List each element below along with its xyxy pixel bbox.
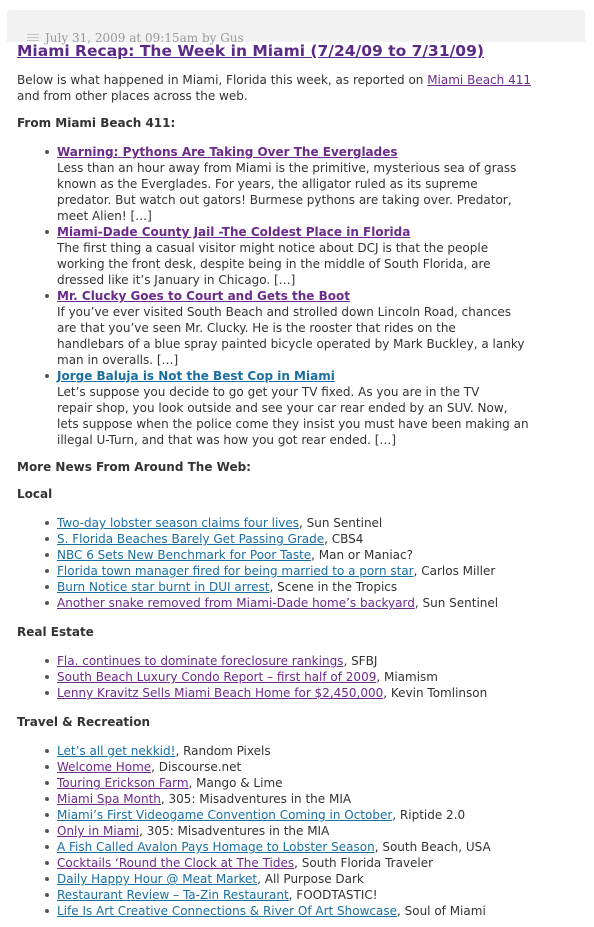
local-news-list <box>17 515 583 611</box>
featured-item <box>17 224 583 288</box>
post-content <box>17 72 583 919</box>
travel-heading: Travel & Recreation <box>17 715 151 729</box>
featured-excerpt-line: known as the Everglades. For years, the alligator ruled as its supreme <box>57 177 478 191</box>
more-news-heading: More News From Around The Web: <box>17 460 251 474</box>
featured-list <box>17 144 583 448</box>
news-item <box>17 515 583 531</box>
featured-excerpt-line: dressed like it’s January in Chicago. […] <box>57 273 296 287</box>
local-heading: Local <box>17 487 53 501</box>
real-estate-list <box>17 653 583 701</box>
featured-excerpt-line: handlebars of a blue spray painted bicycle operated by Mark Buckley, a lanky <box>57 337 525 351</box>
news-link[interactable]: Miami Spa Month <box>57 792 161 806</box>
featured-excerpt-line: repair shop, you look outside and see your car rear ended by an SUV. Now, <box>57 401 508 415</box>
miami-beach-411-link[interactable]: Miami Beach 411 <box>427 73 531 87</box>
news-item <box>17 595 583 611</box>
news-item <box>17 855 583 871</box>
news-source: , Soul of Miami <box>396 904 486 918</box>
news-source: , 305: Misadventures in the MIA <box>160 792 352 806</box>
post-meta: July 31, 2009 at 09:15am by Gus <box>45 31 244 45</box>
news-link[interactable]: Two-day lobster season claims four lives <box>57 516 300 530</box>
news-item <box>17 563 583 579</box>
news-item <box>17 839 583 855</box>
post-title <box>17 40 484 62</box>
news-source: , Discourse.net <box>151 760 242 774</box>
news-source: , Miamism <box>376 670 438 684</box>
news-source: , Sun Sentinel <box>414 596 499 610</box>
news-item <box>17 871 583 887</box>
featured-excerpt-line: lets suppose when the police come they insist you must have been making an <box>57 417 529 431</box>
intro-text-end: and from other places across the web. <box>17 89 248 103</box>
featured-item <box>17 288 583 368</box>
news-source: , Scene in the Tropics <box>269 580 398 594</box>
news-item <box>17 669 583 685</box>
news-link[interactable]: Florida town manager fired for being married to a porn star <box>57 564 414 578</box>
news-source: , SFBJ <box>343 654 378 668</box>
news-source: , 305: Misadventures in the MIA <box>139 824 330 838</box>
featured-excerpt-line: Let’s suppose you decide to go get your TV fixed. As you are in the TV <box>57 385 480 399</box>
news-source: , South Beach, USA <box>374 840 491 854</box>
news-link[interactable]: Burn Notice star burnt in DUI arrest <box>57 580 270 594</box>
news-item <box>17 887 583 903</box>
featured-article-link[interactable]: Miami-Dade County Jail -The Coldest Place in Florida <box>57 225 411 239</box>
news-source: , Carlos Miller <box>413 564 496 578</box>
featured-excerpt-line: man in overalls. […] <box>57 353 179 367</box>
news-item <box>17 759 583 775</box>
news-source: , All Purpose Dark <box>257 872 364 886</box>
featured-excerpt-line: predator. But watch out gators! Burmese pythons are taking over. Predator, <box>57 193 512 207</box>
featured-article-link[interactable]: Jorge Baluja is Not the Best Cop in Miami <box>57 369 335 383</box>
featured-excerpt-line: working the front desk, despite being in the middle of South Florida, are <box>57 257 491 271</box>
news-item <box>17 775 583 791</box>
intro-paragraph <box>17 72 583 104</box>
news-link[interactable]: Life Is Art Creative Connections & River Of Art Showcase <box>57 904 397 918</box>
news-link[interactable]: South Beach Luxury Condo Report – first half of 2009 <box>57 670 377 684</box>
featured-article-link[interactable]: Warning: Pythons Are Taking Over The Everglades <box>57 145 398 159</box>
news-source: , Sun Sentinel <box>299 516 383 530</box>
featured-article-link[interactable]: Mr. Clucky Goes to Court and Gets the Boot <box>57 289 350 303</box>
featured-excerpt-line: illegal U-Turn, and that was how you got rear ended. […] <box>57 433 397 447</box>
news-link[interactable]: Miami’s First Videogame Convention Coming in October <box>57 808 393 822</box>
news-link[interactable]: Restaurant Review – Ta-Zin Restaurant <box>57 888 289 902</box>
intro-text: Below is what happened in Miami, Florida this week, as reported on <box>17 73 428 87</box>
news-link[interactable]: NBC 6 Sets New Benchmark for Poor Taste <box>57 548 312 562</box>
featured-excerpt-line: are that you’ve seen Mr. Clucky. He is the rooster that rides on the <box>57 321 456 335</box>
featured-item <box>17 144 583 224</box>
featured-heading: From Miami Beach 411: <box>17 116 176 130</box>
news-item <box>17 823 583 839</box>
post-meta-bar <box>7 10 585 45</box>
travel-list <box>17 743 583 919</box>
news-source: , South Florida Traveler <box>294 856 434 870</box>
news-source: , Kevin Tomlinson <box>383 686 488 700</box>
news-link[interactable]: Fla. continues to dominate foreclosure rankings <box>57 654 344 668</box>
news-link[interactable]: Only in Miami <box>57 824 140 838</box>
news-source: , Riptide 2.0 <box>392 808 466 822</box>
news-item <box>17 807 583 823</box>
news-link[interactable]: Let’s all get nekkid! <box>57 744 176 758</box>
news-item <box>17 743 583 759</box>
news-item <box>17 547 583 563</box>
featured-excerpt-line: meet Alien! […] <box>57 209 152 223</box>
news-item <box>17 791 583 807</box>
post-title-link[interactable]: Miami Recap: The Week in Miami (7/24/09 to 7/31/09) <box>17 42 484 60</box>
featured-item <box>17 368 583 448</box>
news-link[interactable]: Daily Happy Hour @ Meat Market <box>57 872 258 886</box>
news-link[interactable]: Touring Erickson Farm <box>57 776 189 790</box>
news-item <box>17 653 583 669</box>
news-link[interactable]: Welcome Home <box>57 760 152 774</box>
featured-excerpt-line: Less than an hour away from Miami is the primitive, mysterious sea of grass <box>57 161 517 175</box>
news-source: , Mango & Lime <box>188 776 283 790</box>
news-link[interactable]: S. Florida Beaches Barely Get Passing Grade <box>57 532 325 546</box>
news-source: , FOODTASTIC! <box>288 888 378 902</box>
news-source: , Man or Maniac? <box>311 548 413 562</box>
news-source: , Random Pixels <box>175 744 271 758</box>
news-link[interactable]: Lenny Kravitz Sells Miami Beach Home for $2,450,000 <box>57 686 384 700</box>
news-link[interactable]: Another snake removed from Miami-Dade home’s backyard <box>57 596 415 610</box>
news-item <box>17 685 583 701</box>
news-item <box>17 903 583 919</box>
news-item <box>17 531 583 547</box>
featured-excerpt-line: If you’ve ever visited South Beach and strolled down Lincoln Road, chances <box>57 305 512 319</box>
news-item <box>17 579 583 595</box>
news-link[interactable]: A Fish Called Avalon Pays Homage to Lobster Season <box>57 840 375 854</box>
news-link[interactable]: Cocktails ‘Round the Clock at The Tides <box>57 856 295 870</box>
real-estate-heading: Real Estate <box>17 625 94 639</box>
featured-excerpt-line: The first thing a casual visitor might notice about DCJ is that the people <box>57 241 489 255</box>
news-source: , CBS4 <box>324 532 364 546</box>
